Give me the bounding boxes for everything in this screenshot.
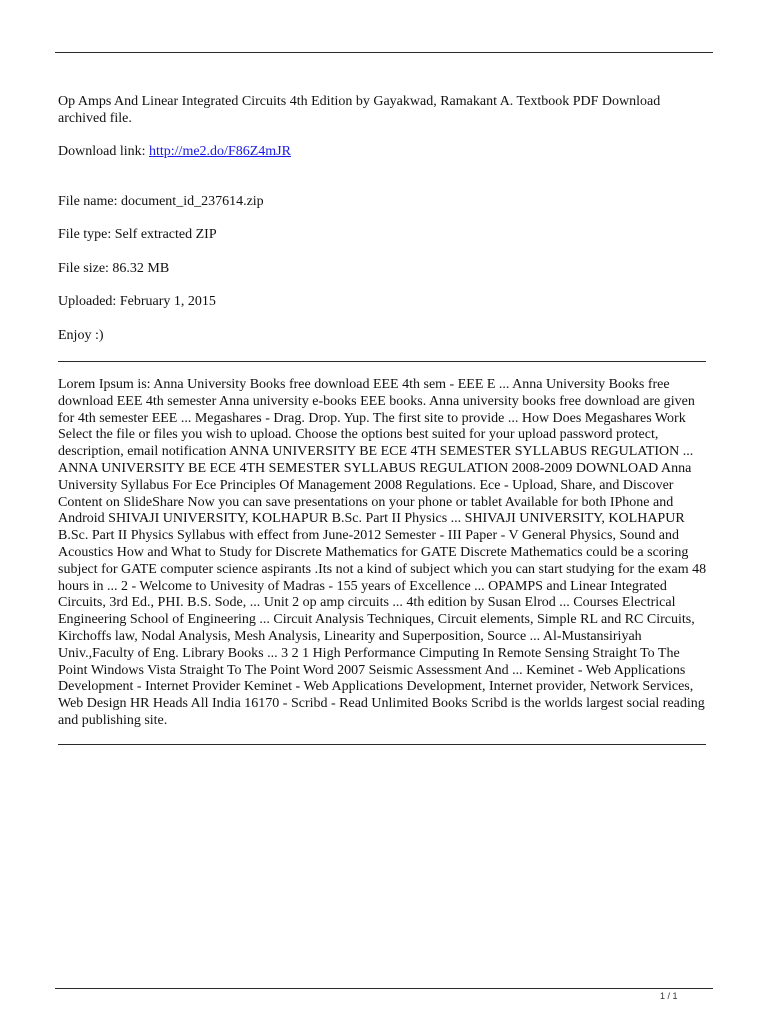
- upload-date: Uploaded: February 1, 2015: [58, 294, 216, 309]
- enjoy-text: Enjoy :): [58, 328, 104, 343]
- file-name: File name: document_id_237614.zip: [58, 194, 264, 209]
- download-label: Download link:: [58, 144, 149, 159]
- document-title: Op Amps And Linear Integrated Circuits 4th Edition by Gayakwad, Ramakant A. Textbook PDF Download archived file.: [58, 94, 661, 126]
- file-size: File size: 86.32 MB: [58, 261, 170, 276]
- download-line: [58, 144, 708, 161]
- body-paragraph: Lorem Ipsum is: Anna University Books free download EEE 4th sem - EEE E ... Anna University Books free download EEE 4th semester Anna university e-books EEE books. Anna university books free download are given for 4th semester EEE ... Megashares - Drag. Drop. Yup. The first site to provide ... How Does Megashares Work Select the file or files you wish to upload. Choose the options best suited for your upload password protect, description, email notification ANNA UNIVERSITY BE ECE 4TH SEMESTER SYLLABUS REGULATION ... ANNA UNIVERSITY BE ECE 4TH SEMESTER SYLLABUS REGULATION 2008-2009 DOWNLOAD Anna University Syllabus For Ece Principles Of Management 2008 Regulations. Ece - Upload, Share, and Discover Content on SlideShare Now you can save presentations on your phone or tablet Available for both IPhone and Android SHIVAJI UNIVERSITY, KOLHAPUR B.Sc. Part II Physics ... SHIVAJI UNIVERSITY, KOLHAPUR B.Sc. Part II Physics Syllabus with effect from June-2012 Semester - III Paper - V General Physics, Sound and Acoustics How and What to Study for Discrete Mathematics for GATE Discrete Mathematics could be a scoring subject for GATE computer science aspirants .Its not a kind of subject which you can start studying for the exam 48 hours in ... 2 - Welcome to Univesity of Madras - 155 years of Excellence ... OPAMPS and Linear Integrated Circuits, 3rd Ed., PHI. B.S. Sode, ... Unit 2 op amp circuits ... 4th edition by Susan Elrod ... Courses Electrical Engineering School of Engineering ... Circuit Analysis Techniques, Circuit elements, Simple RL and RC Circuits, Kirchoffs law, Nodal Analysis, Mesh Analysis, Linearity and Superposition, Source ... Al-Mustansiriyah Univ.,Faculty of Eng. Library Books ... 3 2 1 High Performance Cimputing In Remote Sensing Straight To The Point Windows Vista Straight To The Point Word 2007 Seismic Assessment And ... Keminet - Web Applications Development - Internet Provider Keminet - Web Applications Development, Internet provider, Network Services, Web Design HR Heads All India 16170 - Scribd - Read Unlimited Books Scribd is the worlds largest social reading and publishing site.: [58, 377, 707, 728]
- divider-bottom: [58, 744, 706, 745]
- footer-rule: [55, 988, 713, 989]
- header-rule: [55, 52, 713, 53]
- download-link[interactable]: http://me2.do/F86Z4mJR: [149, 144, 291, 159]
- divider-top: [58, 361, 706, 362]
- page-number: 1 / 1: [660, 991, 678, 1001]
- file-type: File type: Self extracted ZIP: [58, 227, 217, 242]
